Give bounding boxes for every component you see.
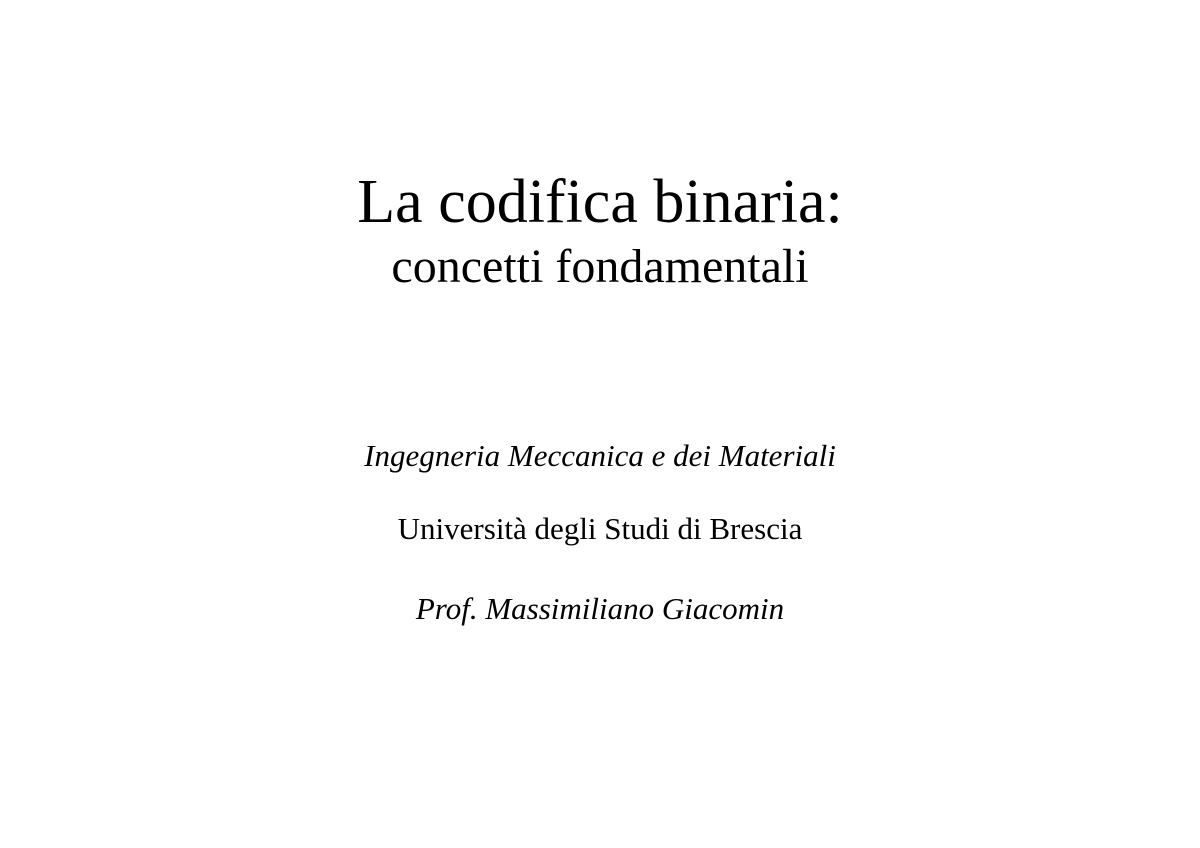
title-line-1: La codifica binaria: (357, 168, 843, 236)
university-name: Università degli Studi di Brescia (397, 511, 803, 546)
professor-name: Prof. Massimiliano Giacomin (415, 591, 785, 626)
course-name: Ingegneria Meccanica e dei Materiali (364, 438, 836, 473)
title-line-2: concetti fondamentali (391, 240, 809, 293)
slide-title (0, 166, 1200, 298)
